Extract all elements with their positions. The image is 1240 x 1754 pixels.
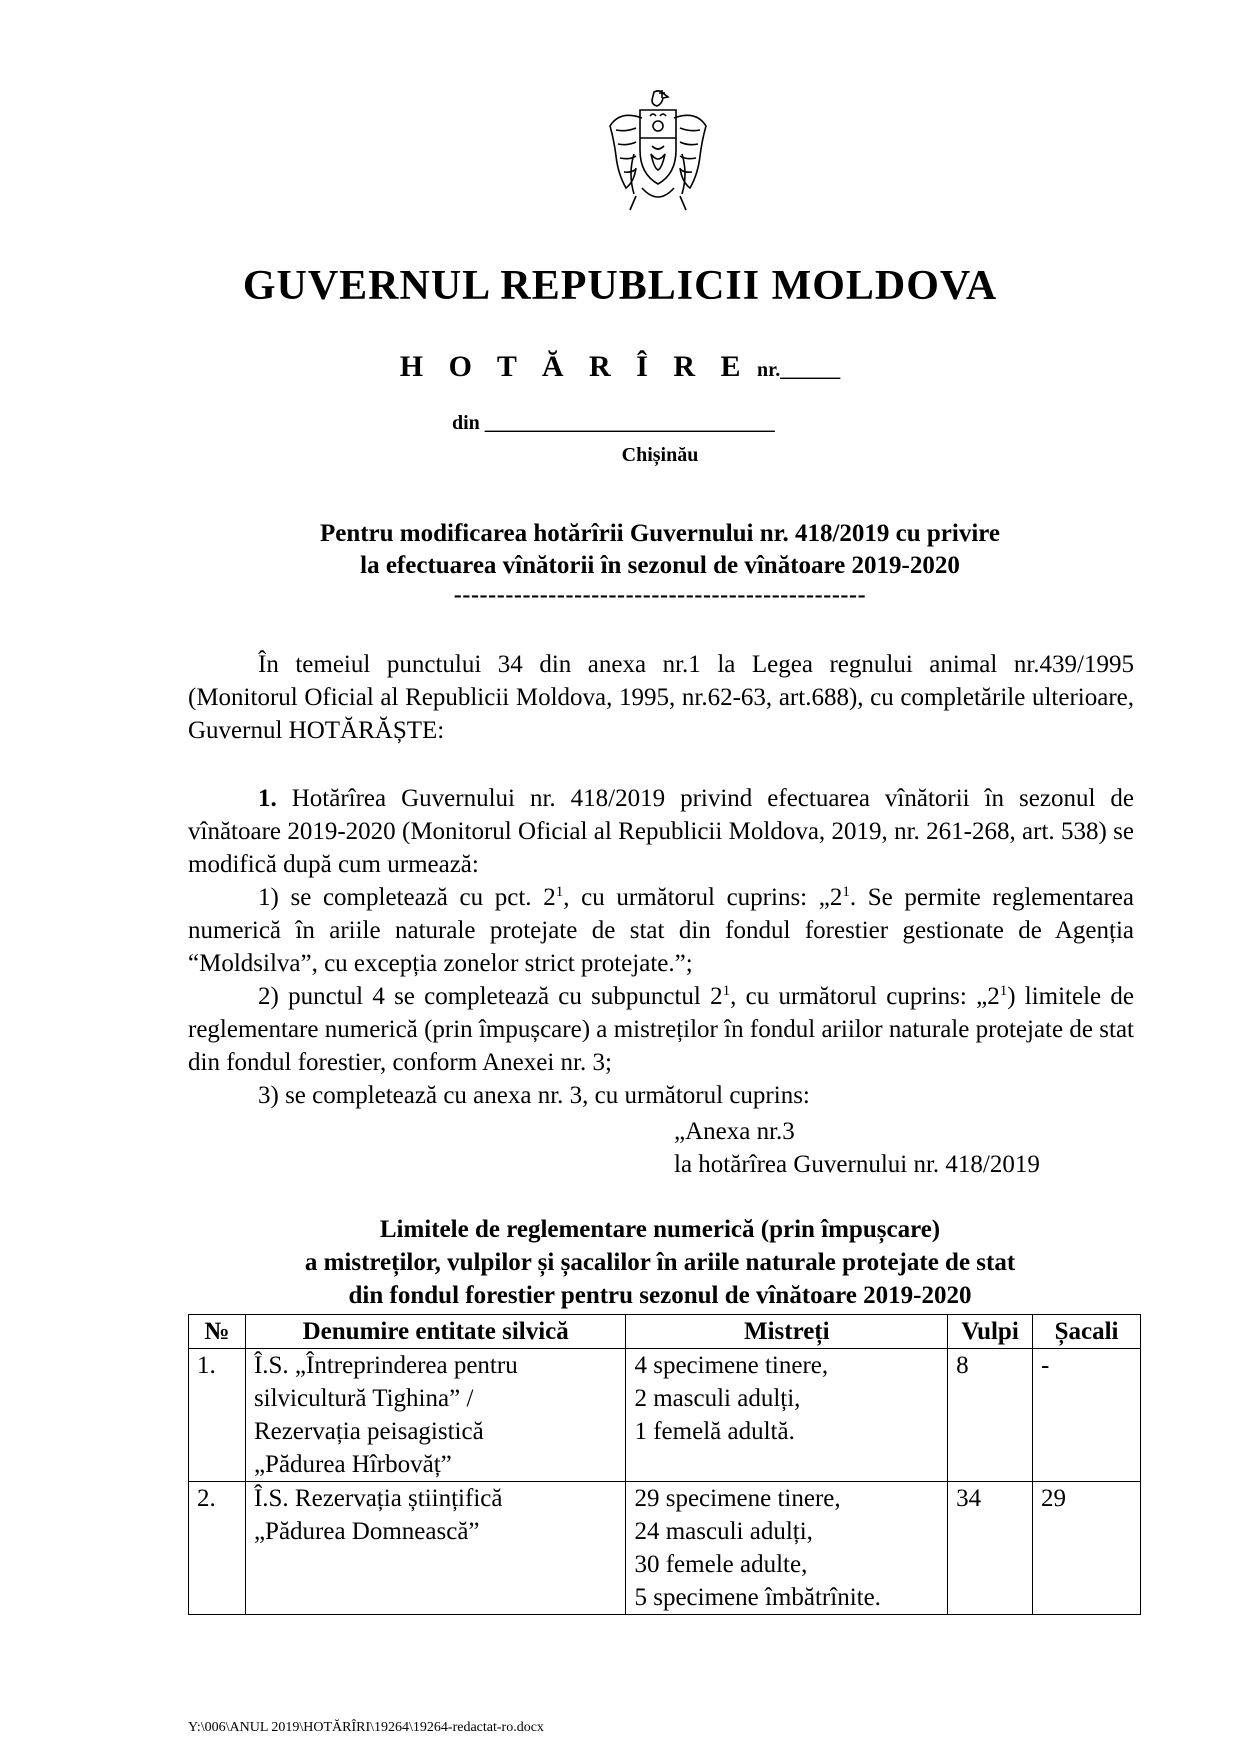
annex-decision-reference: la hotărîrea Guvernului nr. 418/2019 (674, 1151, 1040, 1178)
row-1-boars-line: 1 femelă adultă. (634, 1418, 795, 1445)
row-2-nr: 2. (189, 1482, 246, 1615)
row-1-boars-line: 4 specimene tinere, (634, 1352, 829, 1379)
row-2-boars (626, 1482, 948, 1615)
item-1-section (188, 782, 1134, 1112)
row-1-boars-line: 2 masculi adulți, (634, 1385, 801, 1412)
table-title (0, 1213, 1240, 1312)
table-title-line-2: a mistreților, vulpilor și șacalilor în ariile naturale protejate de stat (304, 1249, 1016, 1276)
government-title: GUVERNUL REPUBLICII MOLDOVA (242, 263, 998, 309)
row-1-jackals: - (1033, 1349, 1141, 1482)
subject-line-2: la efectuarea vînătorii în sezonul de vînătoare 2019-2020 (360, 552, 960, 579)
coat-of-arms-emblem (602, 88, 714, 214)
table-title-line-3: din fondul forestier pentru sezonul de vînătoare 2019-2020 (348, 1282, 972, 1309)
row-2-boars-line: 24 masculi adulți, (634, 1518, 813, 1545)
row-1-boars (626, 1349, 948, 1482)
subitem-1-sup-1: 1 (555, 884, 564, 900)
subitem-2-sup-1: 1 (722, 983, 731, 999)
row-2-boars-line: 29 specimene tinere, (634, 1485, 841, 1512)
subitem-2-part-b: , cu următorul cuprins: „2 (730, 983, 1000, 1010)
decision-date-line: din _____________________________ (452, 412, 775, 434)
item-1-paragraph (188, 782, 1134, 881)
table-header-row (189, 1315, 1141, 1349)
row-2-entity-line: Î.S. Rezervația științifică (253, 1485, 503, 1512)
annex-reference (674, 1115, 1040, 1181)
row-2-jackals: 29 (1033, 1482, 1141, 1615)
table-row (189, 1482, 1141, 1615)
row-2-boars-line: 5 specimene îmbătrînite. (634, 1584, 881, 1611)
row-1-foxes: 8 (948, 1349, 1033, 1482)
header-nr: № (189, 1315, 246, 1349)
decision-city: Chișinău (621, 444, 699, 466)
item-1-text: Hotărîrea Guvernului nr. 418/2019 privind efectuarea vînătorii în sezonul de vînătoare 2019-2020 (Monitorul Oficial al Republicii Moldova, 2019, nr. 261-268, art. 538) se modifică după cum urmează: (188, 785, 1134, 878)
row-2-entity-line: „Pădurea Domnească” (253, 1518, 480, 1545)
decision-word: H O T Ă R Î R E (399, 350, 750, 383)
intro-paragraph (188, 648, 1134, 747)
subitem-1-part-a: 1) se completează cu pct. 2 (258, 884, 556, 911)
subitem-2-paragraph (188, 980, 1134, 1079)
annex-title: „Anexa nr.3 (674, 1118, 795, 1145)
row-1-entity-line: Î.S. „Întreprinderea pentru (253, 1352, 518, 1379)
table-row (189, 1349, 1141, 1482)
subitem-2-part-a: 2) punctul 4 se completează cu subpunctul 2 (258, 983, 723, 1010)
row-2-boars-line: 30 femele adulte, (634, 1551, 808, 1578)
decision-number: nr.______ (757, 359, 841, 381)
row-1-nr: 1. (189, 1349, 246, 1482)
subitem-1-sup-2: 1 (842, 884, 850, 900)
subitem-2-sup-2: 1 (999, 983, 1008, 999)
subitem-3-paragraph: 3) se completează cu anexa nr. 3, cu următorul cuprins: (258, 1082, 810, 1109)
row-1-entity-line: Rezervația peisagistică (253, 1418, 484, 1445)
header-jackals: Șacali (1033, 1315, 1141, 1349)
row-1-entity (245, 1349, 626, 1482)
row-2-entity (245, 1482, 626, 1615)
limits-table (188, 1314, 1141, 1615)
decision-subject (0, 518, 1240, 582)
subitem-1-part-c: . Se permite reglementarea numerică în ariile naturale protejate de stat din fondul forestier gestionate de Agenția “Moldsilva”, cu excepția zonelor strict protejate.”; (188, 884, 1134, 977)
subitem-1-paragraph (188, 881, 1134, 980)
row-2-foxes: 34 (948, 1482, 1033, 1615)
header-foxes: Vulpi (948, 1315, 1033, 1349)
header-entity: Denumire entitate silvică (245, 1315, 626, 1349)
subitem-1-part-b: , cu următorul cuprins: „2 (563, 884, 843, 911)
subitem-2-part-c: ) limitele de reglementare numerică (prin împușcare) a mistreților în fondul ariilor naturale protejate de stat din fondul forestier, conform Anexei nr. 3; (188, 983, 1134, 1076)
intro-text: În temeiul punctului 34 din anexa nr.1 la Legea regnului animal nr.439/1995 (Monitorul Oficial al Republicii Moldova, 1995, nr.62-63, art.688), cu completările ulterioare, Guvernul HOTĂRĂȘTE: (188, 651, 1134, 744)
header-boars: Mistreți (626, 1315, 948, 1349)
file-path-footer: Y:\006\ANUL 2019\HOTĂRÎRI\19264\19264-redactat-ro.docx (188, 1720, 544, 1735)
row-1-entity-line: silvicultură Tighina” / (253, 1385, 474, 1412)
decision-heading (0, 350, 1240, 384)
table-title-line-1: Limitele de reglementare numerică (prin împușcare) (379, 1216, 941, 1243)
item-1-number: 1. (258, 785, 277, 812)
subject-separator: ------------------------------------------------ (453, 582, 867, 608)
subject-line-1: Pentru modificarea hotărîrii Guvernului nr. 418/2019 cu privire (319, 520, 1001, 547)
row-1-entity-line: „Pădurea Hîrbovăț” (253, 1451, 452, 1478)
